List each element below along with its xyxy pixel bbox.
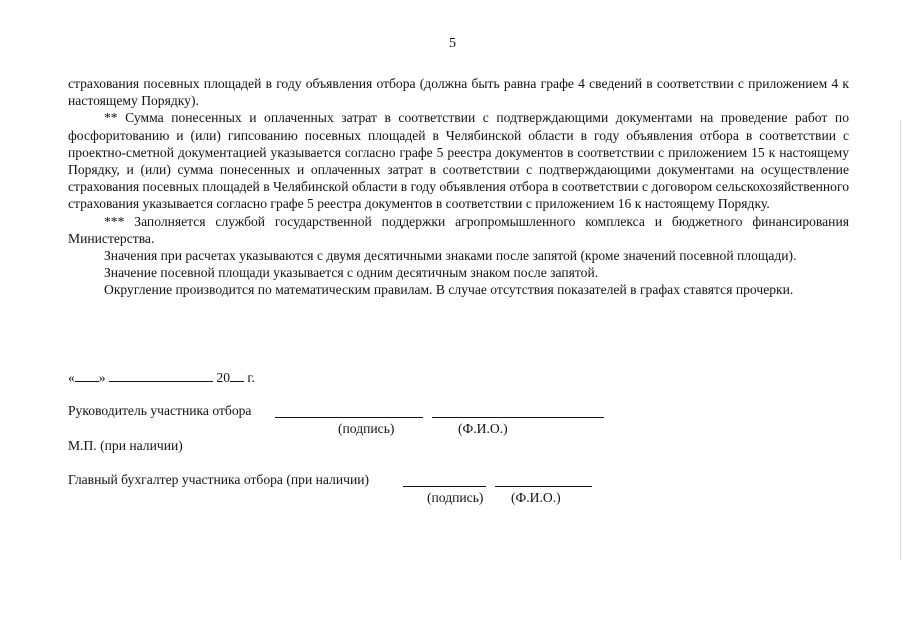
paragraph-area-rule: Значение посевной площади указывается с одним десятичным знаком после запятой. (104, 265, 599, 281)
date-open-quote: « (68, 370, 75, 385)
head-signature-caption: (подпись) (338, 421, 395, 436)
paragraph-footnote-3: *** Заполняется службой государственной поддержки агропромышленного комплекса и бюджетного финансирования Министерства. (68, 213, 849, 246)
stamp-label: М.П. (при наличии) (68, 438, 183, 453)
head-signature-line (275, 417, 423, 418)
date-close-quote: » (98, 370, 106, 385)
paragraph-footnote-2: ** Сумма понесенных и оплаченных затрат в соответствии с подтверждающими документами на проведение работ по фосфоритованию и (или) гипсованию посевных площадей в Челябинской области в году объявления отбора в соответствии с проектно-сметной документацией указывается согласно графе 5 реестра документов в соответствии с приложением 15 к настоящему Порядку, и (или) сумма понесенных и оплаченных затрат в соответствии с подтверждающими документами на осуществление страхования посевных площадей в Челябинской области в году объявления отбора в соответствии с договором сельскохозяйственного страхования указывается согласно графе 5 реестра документов в соответствии с приложением 16 к настоящему Порядку. (68, 110, 849, 212)
head-signature-label: Руководитель участника отбора (68, 403, 252, 418)
paragraph-rounding-rule: Округление производится по математическим правилам. В случае отсутствия показателей в графах ставятся прочерки. (104, 282, 794, 298)
accountant-signature-line (403, 486, 486, 487)
date-year-blank (230, 369, 244, 382)
head-name-caption: (Ф.И.О.) (458, 421, 508, 436)
accountant-name-line (495, 486, 592, 487)
accountant-signature-label: Главный бухгалтер участника отбора (при наличии) (68, 472, 370, 487)
scan-edge-mark (900, 120, 901, 560)
accountant-signature-caption: (подпись) (427, 490, 484, 505)
date-year-suffix: г. (247, 370, 255, 385)
paragraph-decimal-rule: Значения при расчетах указываются с двумя десятичными знаками после запятой (кроме значений посевной площади). (104, 248, 797, 264)
date-year-prefix: 20 (216, 370, 230, 385)
document-body (68, 75, 849, 299)
page-number: 5 (449, 36, 456, 51)
paragraph-continuation: страхования посевных площадей в году объявления отбора (должна быть равна графе 4 сведений в соответствии с приложением 4 к настоящему Порядку). (68, 76, 849, 109)
accountant-name-caption: (Ф.И.О.) (511, 490, 561, 505)
date-day-blank (75, 369, 99, 382)
date-line (68, 369, 255, 386)
head-name-line (432, 417, 604, 418)
date-month-blank (109, 369, 213, 382)
